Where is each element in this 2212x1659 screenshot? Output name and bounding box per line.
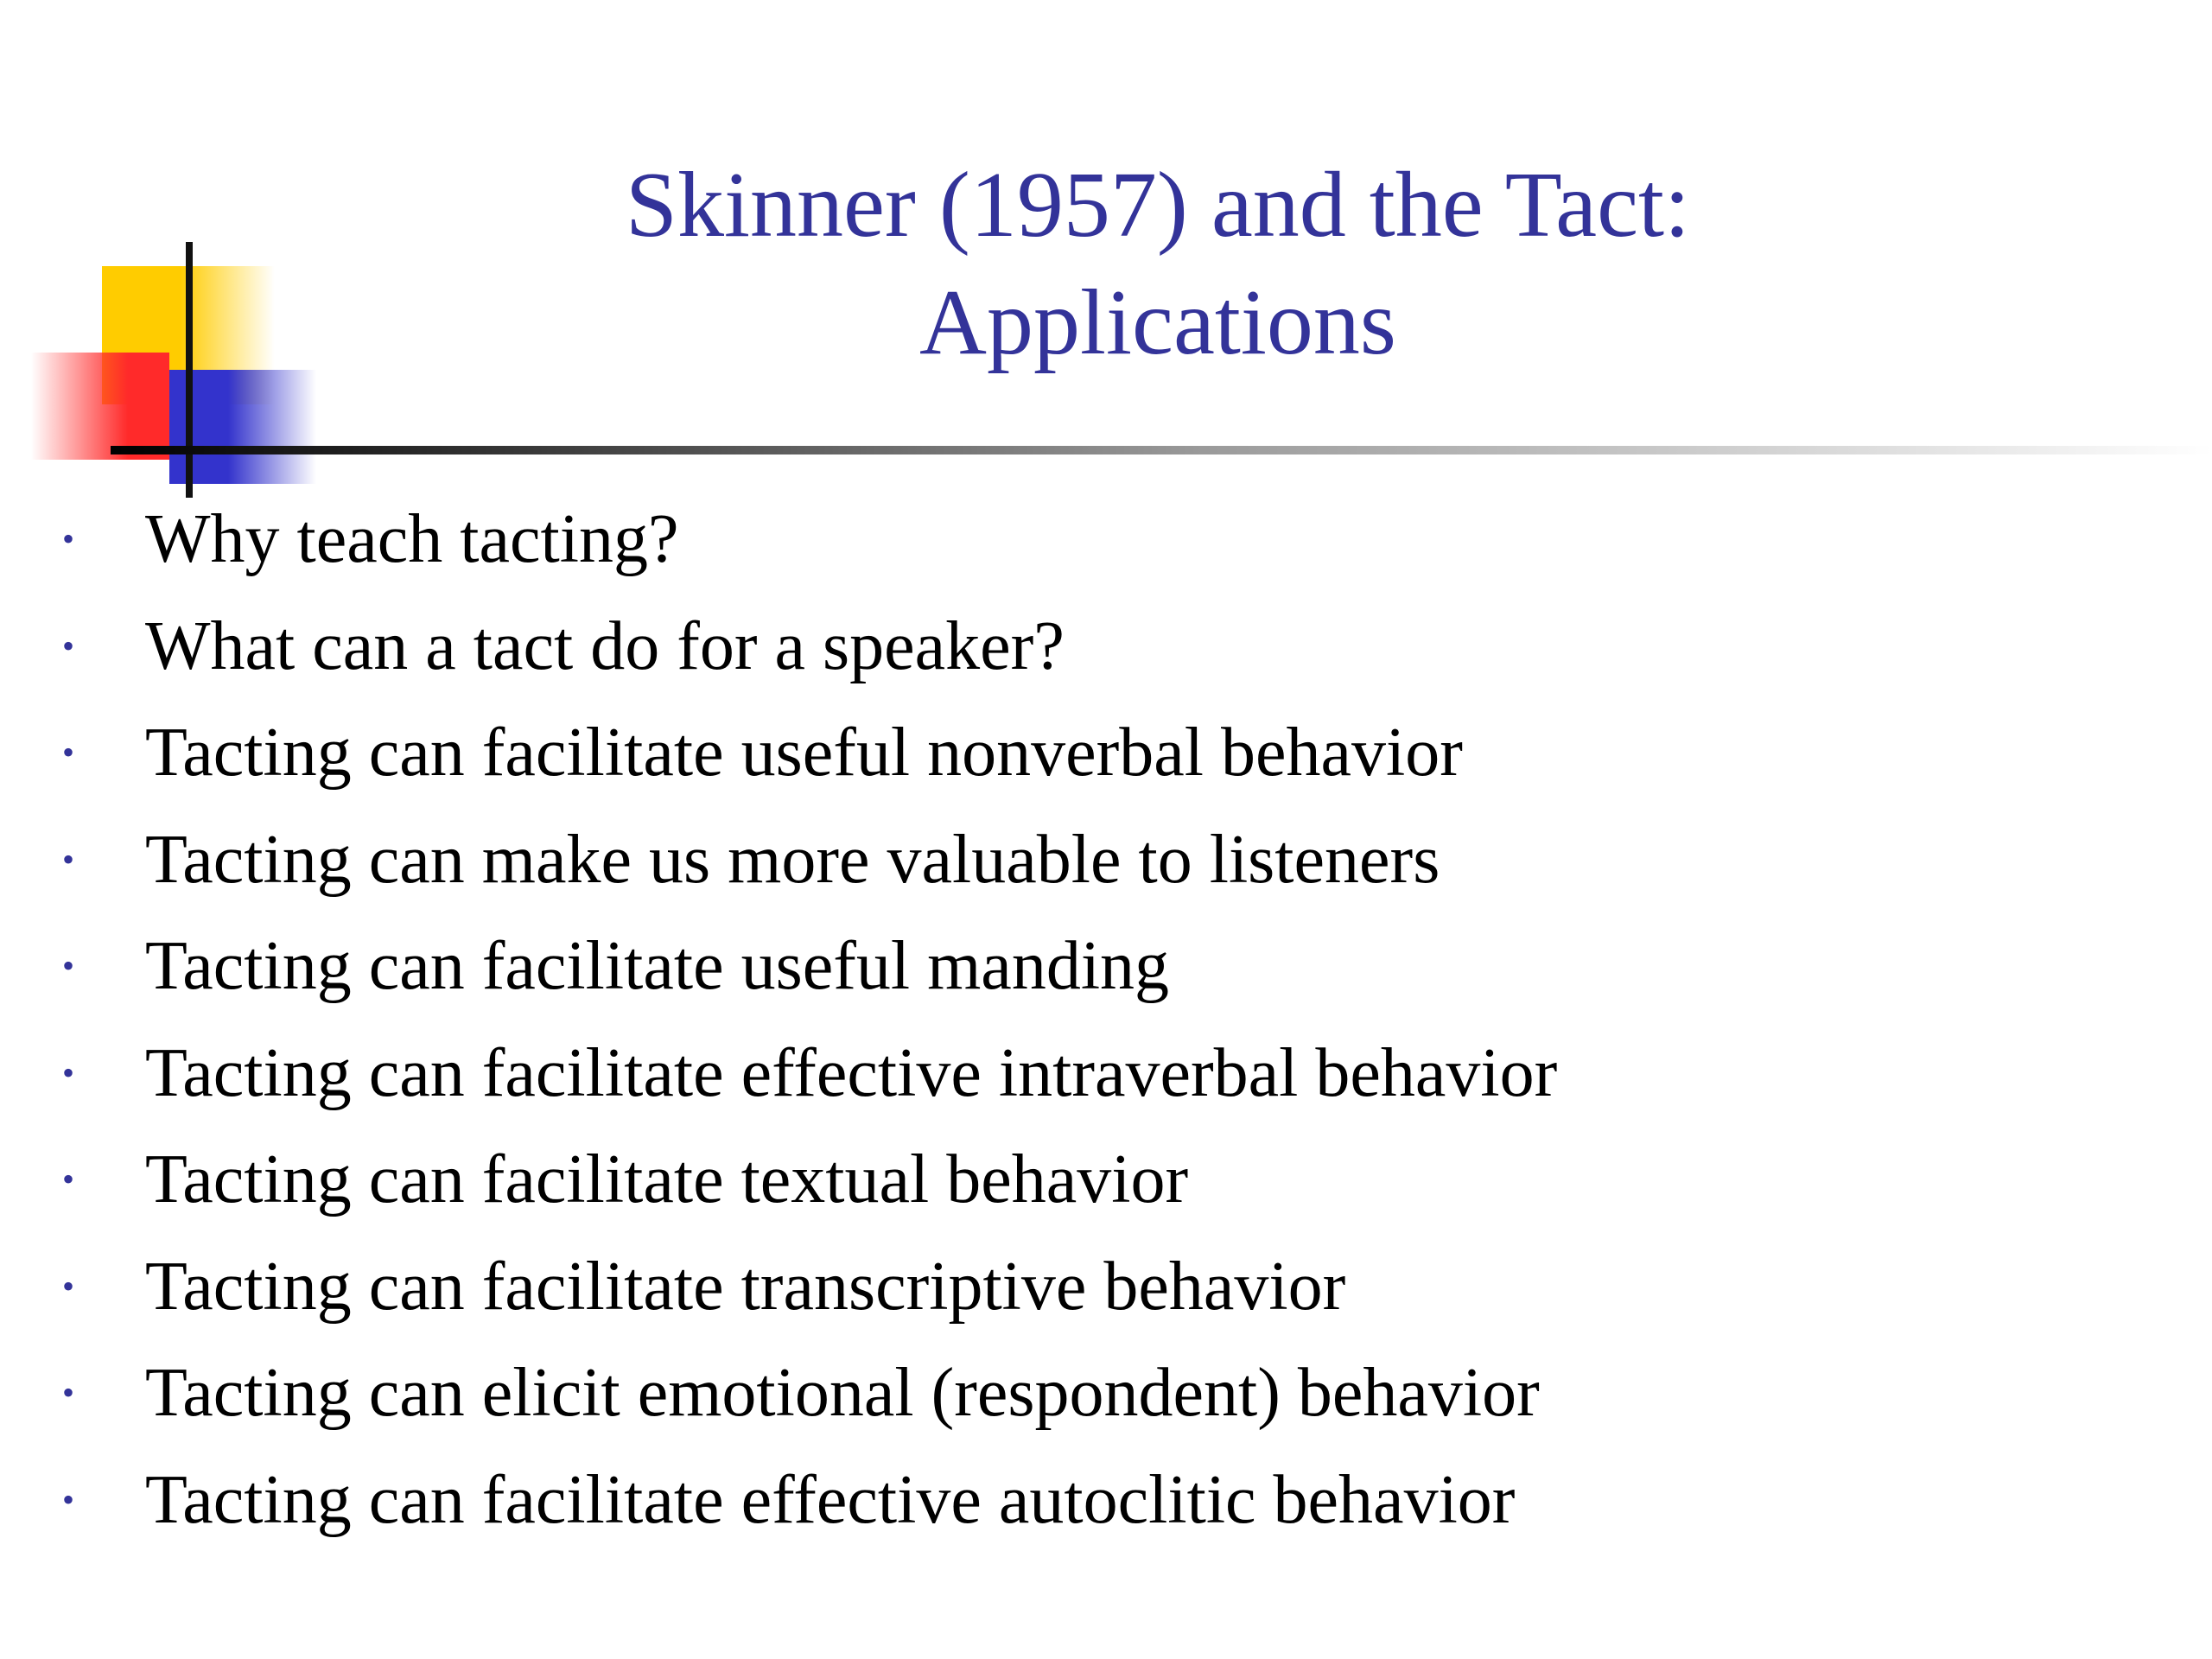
bullet-item — [52, 1028, 2126, 1135]
bullet-text: Tacting can facilitate transcriptive behavior — [145, 1248, 1346, 1325]
bullet-dot-icon: • — [62, 1266, 75, 1306]
bullet-dot-icon: • — [62, 1052, 75, 1092]
bullet-dot-icon: • — [62, 626, 75, 665]
bullet-text: Tacting can facilitate textual behavior — [145, 1141, 1189, 1217]
decorative-red-square — [31, 353, 169, 460]
bullet-text: Tacting can facilitate useful nonverbal behavior — [145, 715, 1463, 791]
bullet-item — [52, 1348, 2126, 1455]
bullet-dot-icon: • — [62, 733, 75, 772]
slide-title-line-2: Applications — [919, 271, 1396, 374]
bullet-dot-icon: • — [62, 519, 75, 558]
bullet-dot-icon: • — [62, 1160, 75, 1198]
bullet-dot-icon: • — [62, 839, 75, 879]
bullet-text: What can a tact do for a speaker? — [145, 607, 1065, 684]
bullet-text: Why teach tacting? — [145, 501, 679, 577]
bullet-item — [52, 815, 2126, 922]
bullet-item — [52, 601, 2126, 709]
bullet-item — [52, 708, 2126, 815]
bullet-dot-icon: • — [62, 946, 75, 985]
bullet-item — [52, 1242, 2126, 1349]
bullet-dot-icon: • — [62, 1373, 75, 1412]
slide-title-line-1: Skinner (1957) and the Tact: — [625, 154, 1691, 257]
bullet-item — [52, 1135, 2126, 1242]
bullet-item — [52, 921, 2126, 1028]
bullet-list — [52, 494, 2126, 1561]
bullet-dot-icon: • — [62, 1479, 75, 1519]
title-divider-line — [111, 446, 2212, 454]
bullet-item — [52, 494, 2126, 601]
slide-title — [346, 147, 1970, 382]
decorative-vertical-line — [186, 242, 193, 498]
bullet-text: Tacting can facilitate effective intraverbal behavior — [145, 1034, 1558, 1111]
bullet-item — [52, 1455, 2126, 1562]
bullet-text: Tacting can facilitate effective autoclitic behavior — [145, 1461, 1516, 1538]
bullet-text: Tacting can elicit emotional (respondent) behavior — [145, 1355, 1540, 1431]
bullet-text: Tacting can facilitate useful manding — [145, 928, 1170, 1004]
bullet-text: Tacting can make us more valuable to listeners — [145, 821, 1440, 898]
